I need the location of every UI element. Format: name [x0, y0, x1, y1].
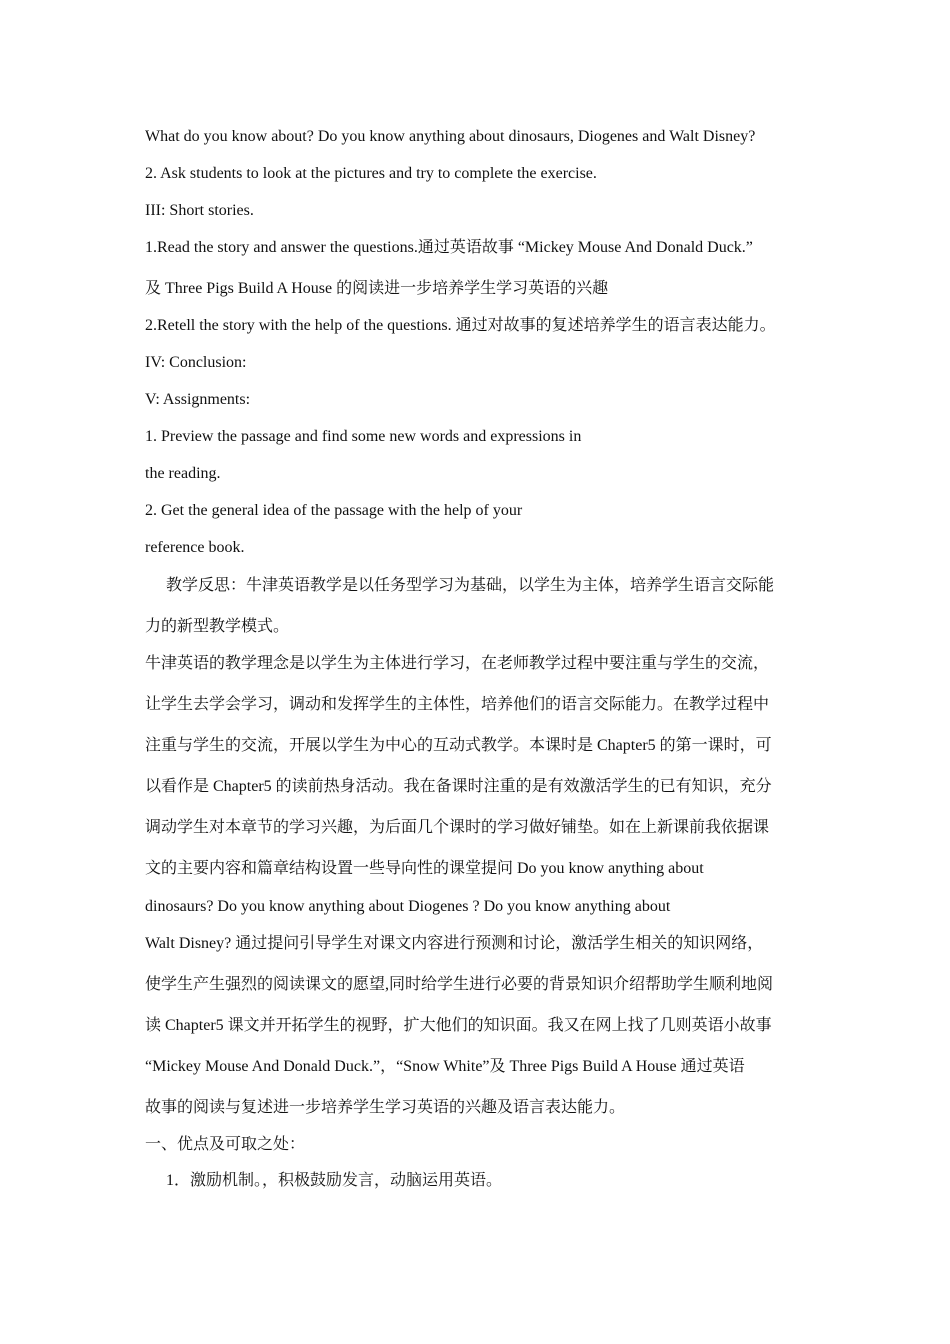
text-line: 2.Retell the story with the help of the questions. 通过对故事的复述培养学生的语言表达能力。: [145, 317, 776, 334]
reflection-line: 注重与学生的交流，开展以学生为中心的互动式教学。本课时是 Chapter5 的第一课时，可: [145, 737, 772, 754]
text-line: reference book.: [145, 539, 245, 556]
text-line: 及 Three Pigs Build A House 的阅读进一步培养学生学习英语的兴趣: [145, 280, 609, 297]
section-heading: IV: Conclusion:: [145, 354, 247, 371]
reflection-line: “Mickey Mouse And Donald Duck.”，“Snow White”及 Three Pigs Build A House 通过英语: [145, 1058, 745, 1075]
text-line: 2. Ask students to look at the pictures and try to complete the exercise.: [145, 165, 597, 182]
reflection-line: 故事的阅读与复述进一步培养学生学习英语的兴趣及语言表达能力。: [145, 1099, 626, 1116]
reflection-line: 文的主要内容和篇章结构设置一些导向性的课堂提问 Do you know anything about: [145, 860, 704, 877]
reflection-line: 调动学生对本章节的学习兴趣，为后面几个课时的学习做好铺垫。如在上新课前我依据课: [145, 819, 770, 836]
text-line: 1. Preview the passage and find some new words and expressions in: [145, 428, 582, 445]
text-line: What do you know about? Do you know anything about dinosaurs, Diogenes and Walt Disney?: [145, 128, 756, 145]
reflection-line: 读 Chapter5 课文并开拓学生的视野，扩大他们的知识面。我又在网上找了几则英语小故事: [145, 1017, 772, 1034]
reflection-line: 教学反思：牛津英语教学是以任务型学习为基础，以学生为主体，培养学生语言交际能: [166, 577, 775, 594]
reflection-line: 力的新型教学模式。: [145, 618, 290, 635]
section-heading: 一、优点及可取之处：: [145, 1136, 306, 1153]
reflection-line: dinosaurs? Do you know anything about Diogenes ? Do you know anything about: [145, 898, 671, 915]
reflection-line: 让学生去学会学习，调动和发挥学生的主体性，培养他们的语言交际能力。在教学过程中: [145, 696, 770, 713]
reflection-line: 使学生产生强烈的阅读课文的愿望,同时给学生进行必要的背景知识介绍帮助学生顺利地阅: [145, 976, 774, 993]
section-heading: III: Short stories.: [145, 202, 254, 219]
reflection-line: 牛津英语的教学理念是以学生为主体进行学习，在老师教学过程中要注重与学生的交流，: [145, 655, 770, 672]
reflection-line: 以看作是 Chapter5 的读前热身活动。我在备课时注重的是有效激活学生的已有知识，充分: [145, 778, 772, 795]
reflection-line: Walt Disney? 通过提问引导学生对课文内容进行预测和讨论，激活学生相关的知识网络，: [145, 935, 764, 952]
text-line: the reading.: [145, 465, 221, 482]
text-line: 1.Read the story and answer the questions.通过英语故事 “Mickey Mouse And Donald Duck.”: [145, 239, 753, 256]
section-heading: V: Assignments:: [145, 391, 251, 408]
text-line: 2. Get the general idea of the passage with the help of your: [145, 502, 523, 519]
list-item: 1．激励机制。，积极鼓励发言，动脑运用英语。: [166, 1172, 503, 1189]
